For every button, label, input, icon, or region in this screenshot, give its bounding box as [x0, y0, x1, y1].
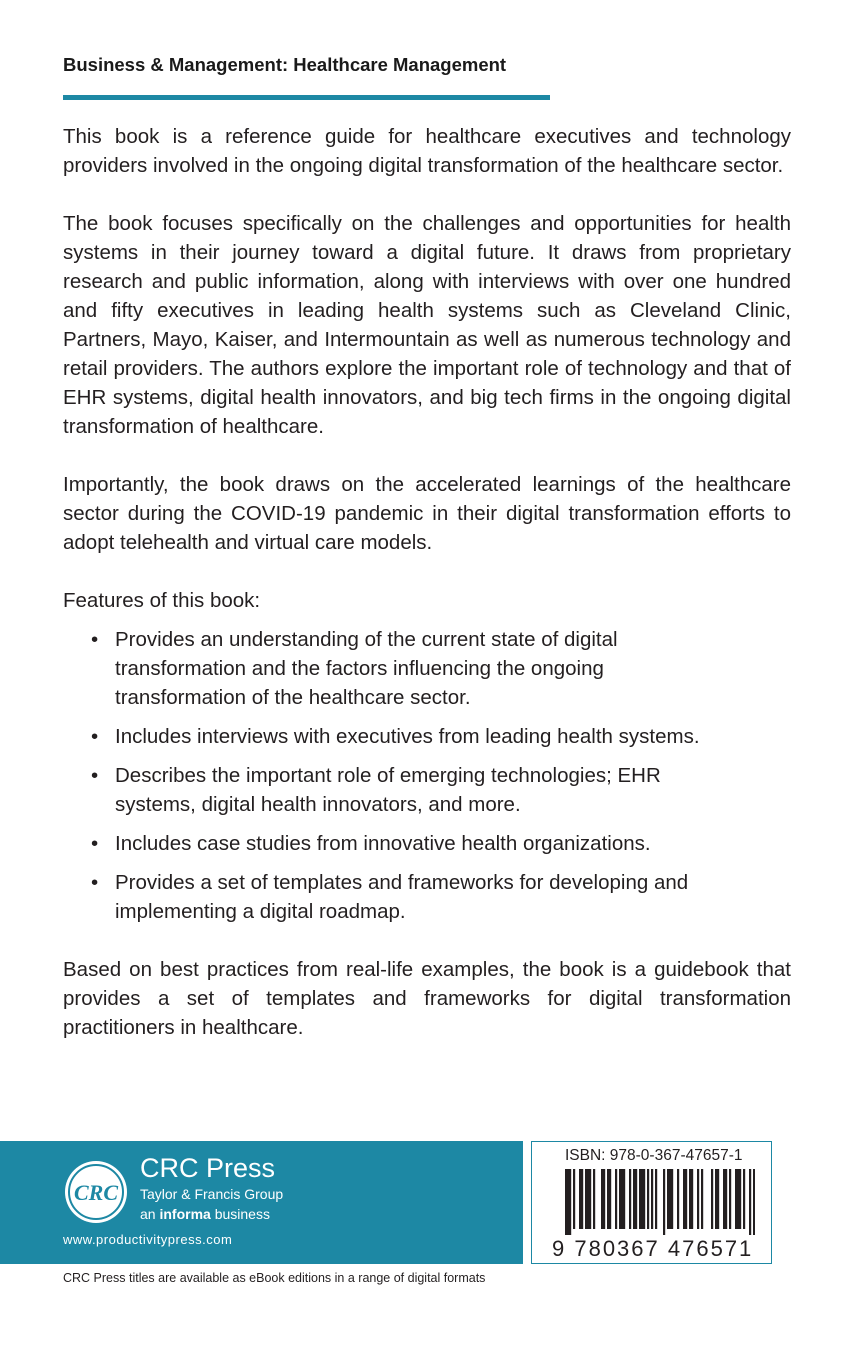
barcode-bar	[579, 1169, 581, 1229]
barcode-bar	[585, 1169, 587, 1229]
barcode-bar	[587, 1169, 589, 1229]
barcode-bar	[589, 1169, 591, 1229]
barcode-bar	[739, 1169, 741, 1229]
barcode-bar	[635, 1169, 637, 1229]
barcode-bar	[623, 1169, 625, 1229]
barcode-bar	[735, 1169, 737, 1229]
barcode-bar	[569, 1169, 571, 1235]
barcode-bar	[567, 1169, 569, 1235]
list-item: • Includes interviews with executives from leading health systems.	[63, 722, 791, 751]
barcode-bar	[729, 1169, 731, 1229]
barcode-icon	[565, 1169, 755, 1235]
isbn-barcode-box	[531, 1141, 772, 1264]
barcode-bar	[683, 1169, 685, 1229]
barcode-bar	[753, 1169, 755, 1235]
barcode-bar	[685, 1169, 687, 1229]
barcode-bar	[749, 1169, 751, 1235]
barcode-bar	[633, 1169, 635, 1229]
barcode-bar	[691, 1169, 693, 1229]
list-item: • Provides a set of templates and frameworks for developing and implementing a digital roadmap.	[63, 868, 791, 926]
barcode-bar	[717, 1169, 719, 1229]
barcode-bar	[601, 1169, 603, 1229]
barcode-bar	[647, 1169, 649, 1229]
barcode-bar	[725, 1169, 727, 1229]
barcode-bar	[671, 1169, 673, 1229]
barcode-bar	[581, 1169, 583, 1229]
barcode-bar	[603, 1169, 605, 1229]
barcode-bar	[609, 1169, 611, 1229]
publisher-url[interactable]: www.productivitypress.com	[63, 1232, 233, 1247]
barcode-bar	[677, 1169, 679, 1229]
bullet-icon: •	[91, 871, 99, 894]
barcode-bar	[593, 1169, 595, 1229]
barcode-bar	[607, 1169, 609, 1229]
barcode-bar	[641, 1169, 643, 1229]
description-paragraph-3: Importantly, the book draws on the accelerated learnings of the healthcare sector during the COVID-19 pandemic in their digital transformation efforts to adopt telehealth and virtual care models.	[63, 473, 791, 554]
barcode-bar	[621, 1169, 623, 1229]
barcode-bar	[619, 1169, 621, 1229]
barcode-bar	[737, 1169, 739, 1229]
barcode-bar	[663, 1169, 665, 1235]
publisher-band	[0, 1141, 523, 1264]
barcode-bar	[655, 1169, 657, 1229]
description-paragraph-1: This book is a reference guide for healthcare executives and technology providers involved in the ongoing digital transformation of the healthcare sector.	[63, 125, 791, 177]
list-item: • Includes case studies from innovative health organizations.	[63, 829, 791, 858]
barcode-bar	[639, 1169, 641, 1229]
list-item: • Provides an understanding of the current state of digital transformation and the factors influencing the ongoing transformation of the healthcare sector.	[63, 625, 791, 712]
category-heading: Business & Management: Healthcare Management	[63, 54, 507, 75]
barcode-digits: 9 780367 476571	[552, 1236, 754, 1261]
publisher-group: Taylor & Francis Group	[140, 1186, 284, 1202]
list-item: • Describes the important role of emerging technologies; EHR systems, digital health innovators, and more.	[63, 761, 791, 819]
barcode-bar	[715, 1169, 717, 1229]
bullet-icon: •	[91, 764, 99, 787]
barcode-bar	[701, 1169, 703, 1229]
bullet-icon: •	[91, 832, 99, 855]
barcode-bar	[615, 1169, 617, 1229]
barcode-bar	[723, 1169, 725, 1229]
svg-text:CRC: CRC	[73, 1180, 119, 1205]
features-list	[63, 625, 791, 926]
barcode-bar	[629, 1169, 631, 1229]
publisher-name: CRC Press	[140, 1153, 276, 1183]
barcode-bar	[651, 1169, 653, 1229]
barcode-bar	[669, 1169, 671, 1229]
barcode-bar	[697, 1169, 699, 1229]
barcode-bar	[689, 1169, 691, 1229]
barcode-bar	[667, 1169, 669, 1229]
description-paragraph-2: The book focuses specifically on the challenges and opportunities for health systems in their journey toward a digital future. It draws from proprietary research and public information, along with interviews with over one hundred and fifty executives in leading health systems such as Cleveland Clinic, Partners, Mayo, Kaiser, and Intermountain as well as numerous technology and retail providers. The authors explore the important role of technology and that of EHR systems, digital health innovators, and big tech firms in the ongoing digital transformation of healthcare.	[63, 212, 791, 438]
bullet-icon: •	[91, 628, 99, 651]
description	[63, 122, 791, 1071]
accent-rule	[63, 95, 550, 100]
barcode-bar	[643, 1169, 645, 1229]
isbn-label: ISBN: 978-0-367-47657-1	[565, 1147, 743, 1164]
barcode-bar	[565, 1169, 567, 1235]
barcode-bar	[573, 1169, 575, 1229]
barcode-bar	[743, 1169, 745, 1229]
barcode-bar	[711, 1169, 713, 1229]
bullet-icon: •	[91, 725, 99, 748]
crc-logo-icon	[63, 1159, 129, 1225]
publisher-business-line: an informa business	[140, 1206, 270, 1222]
footer-note: CRC Press titles are available as eBook editions in a range of digital formats	[63, 1271, 486, 1285]
features-intro: Features of this book:	[63, 589, 261, 612]
closing-paragraph: Based on best practices from real-life examples, the book is a guidebook that provides a set of templates and frameworks for digital transformation practitioners in healthcare.	[63, 958, 791, 1039]
